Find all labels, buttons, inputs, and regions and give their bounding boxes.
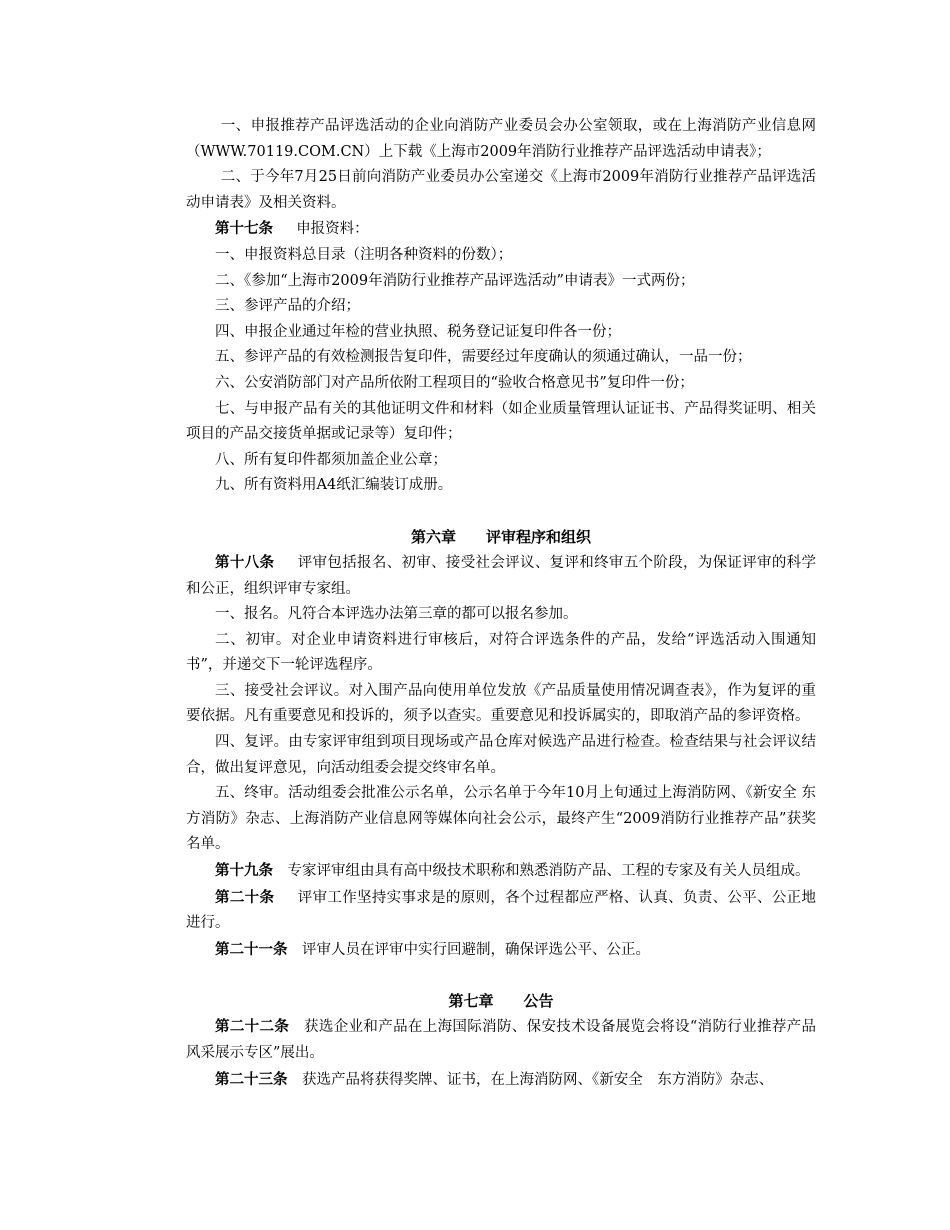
article-20-label: 第二十条 — [215, 888, 275, 906]
article-23-text: 获选产品将获得奖牌、证书，在上海消防网、《新安全 东方消防》杂志、 — [302, 1071, 774, 1088]
document-body — [186, 114, 816, 1093]
article-17-text: 申报资料： — [296, 221, 369, 238]
article-17-label: 第十七条 — [215, 220, 273, 238]
chapter-7-heading: 第七章 公告 — [448, 992, 554, 1011]
list-item: 一、报名。凡符合本评选办法第三章的都可以报名参加。 — [215, 606, 578, 623]
article-17 — [186, 216, 816, 243]
article-22-label: 第二十二条 — [215, 1018, 290, 1036]
list-item: 七、与申报产品有关的其他证明文件和材料（如企业质量管理认证证书、产品得奖证明、相关项目的产品交接货单据或记录等）复印件； — [186, 400, 816, 443]
list-item: 二、初审。对企业申请资料进行审核后，对符合评选条件的产品，发给“评选活动入围通知书”，并递交下一轮评选程序。 — [186, 631, 816, 674]
spacer — [186, 499, 816, 524]
article-20-text: 评审工作坚持实事求是的原则，各个过程都应严格、认真、负责、公平、公正地进行。 — [186, 889, 816, 932]
article-21 — [186, 937, 816, 964]
list-item: 二、《参加“上海市2009年消防行业推荐产品评选活动”申请表》一式两份； — [215, 272, 695, 289]
list-item: 八、所有复印件都须加盖企业公章； — [215, 451, 447, 468]
article-18-label: 第十八条 — [215, 553, 275, 571]
article-18 — [186, 550, 816, 602]
spacer — [186, 963, 816, 988]
list-item: 四、申报企业通过年检的营业执照、税务登记证复印件各一份； — [215, 323, 621, 340]
list-item: 三、参评产品的介绍； — [215, 298, 360, 315]
article-22-text: 获选企业和产品在上海国际消防、保安技术设备展览会将设“消防行业推荐产品风采展示专区”展出。 — [186, 1019, 816, 1061]
paragraph-apply-method-1: 一、申报推荐产品评选活动的企业向消防产业委员会办公室领取，或在上海消防产业信息网（WWW.70119.COM.CN）上下载《上海市2009年消防行业推荐产品评选活动申请表》； — [186, 118, 816, 160]
list-item: 四、复评。由专家评审组到项目现场或产品仓库对候选产品进行检查。检查结果与社会评议结合，做出复评意见，向活动组委会提交终审名单。 — [186, 734, 816, 776]
list-item: 九、所有资料用A4纸汇编装订成册。 — [215, 477, 453, 494]
article-20 — [186, 885, 816, 937]
article-23 — [186, 1067, 816, 1094]
chapter-6-heading: 第六章 评审程序和组织 — [410, 527, 591, 546]
article-23-label: 第二十三条 — [215, 1070, 288, 1088]
article-19-label: 第十九条 — [215, 862, 273, 880]
list-item: 六、公安消防部门对产品所依附工程项目的“验收合格意见书”复印件一份； — [215, 374, 694, 391]
article-18-text: 评审包括报名、初审、接受社会评议、复评和终审五个阶段，为保证评审的科学和公正，组织评审专家组。 — [186, 554, 816, 597]
article-19 — [186, 858, 816, 885]
article-22 — [186, 1014, 816, 1066]
list-item: 五、终审。活动组委会批准公示名单，公示名单于今年10月上旬通过上海消防网、《新安全 东方消防》杂志、上海消防产业信息网等媒体向社会公示，最终产生“2009消防行业推荐产品”获奖名单。 — [186, 785, 816, 853]
paragraph-apply-method-2: 二、于今年7月25日前向消防产业委员办公室递交《上海市2009年消防行业推荐产品评选活动申请表》及相关资料。 — [186, 169, 816, 211]
article-21-label: 第二十一条 — [215, 940, 288, 958]
list-item: 三、接受社会评议。对入围产品向使用单位发放《产品质量使用情况调查表》，作为复评的重要依据。凡有重要意见和投诉的，须予以查实。重要意见和投诉属实的，即取消产品的参评资格。 — [186, 682, 816, 725]
list-item: 五、参评产品的有效检测报告复印件，需要经过年度确认的须通过确认，一品一份； — [215, 349, 752, 366]
article-19-text: 专家评审组由具有高中级技术职称和熟悉消防产品、工程的专家及有关人员组成。 — [287, 863, 810, 880]
article-21-text: 评审人员在评审中实行回避制，确保评选公平、公正。 — [302, 941, 650, 958]
list-item: 一、申报资料总目录（注明各种资料的份数）； — [215, 246, 513, 263]
